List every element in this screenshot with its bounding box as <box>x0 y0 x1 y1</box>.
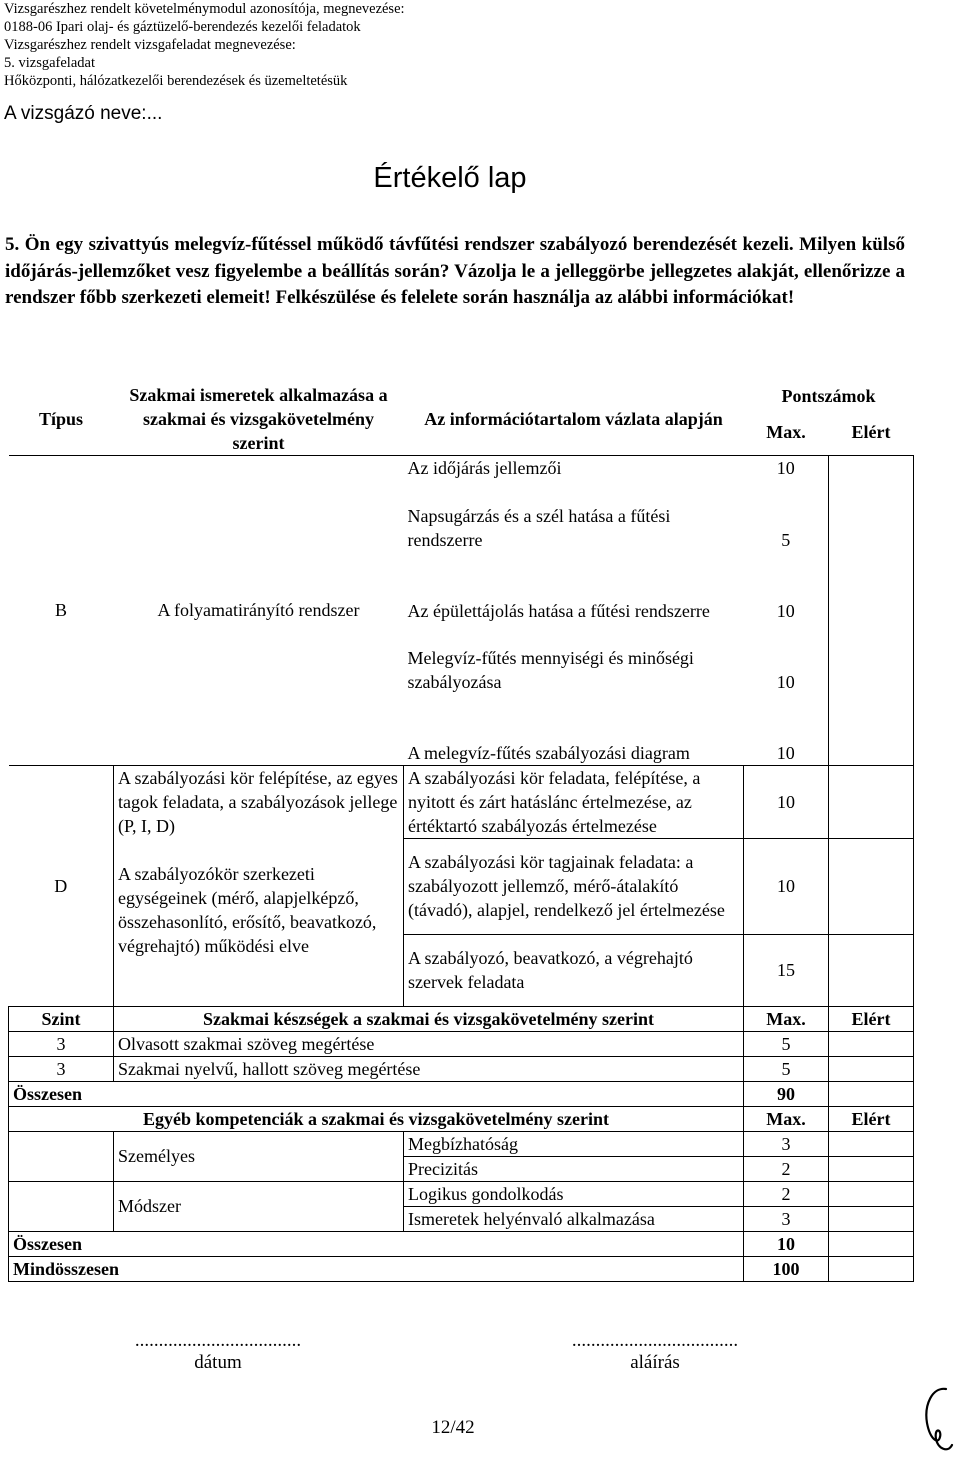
info-item: Az épülettájolás hatása a fűtési rendszerre <box>407 601 710 621</box>
max-points: 10 <box>776 672 795 692</box>
info-item: Melegvíz-fűtés mennyiségi és minőségi szabályozása <box>407 648 694 692</box>
header-line: Hőközponti, hálózatkezelői berendezések és üzemeltetésük <box>4 73 348 89</box>
achieved-cell[interactable] <box>829 1231 914 1256</box>
handwritten-signature-mark <box>918 1383 956 1459</box>
type-b: B <box>9 456 114 766</box>
competency-group-personal: Személyes <box>114 1131 404 1181</box>
achieved-cell[interactable] <box>829 838 914 934</box>
competency-item: Megbízhatóság <box>404 1131 744 1156</box>
max-points: 15 <box>744 934 829 1006</box>
achieved-cell[interactable] <box>829 1206 914 1231</box>
col-header-max: Max. <box>766 422 806 443</box>
achieved-cell[interactable] <box>829 456 914 766</box>
achieved-cell[interactable] <box>829 1256 914 1281</box>
grand-total-max: 100 <box>744 1256 829 1281</box>
max-points: 10 <box>776 601 795 621</box>
achieved-cell[interactable] <box>829 1156 914 1181</box>
skills-header-title: Szakmai készségek a szakmai és vizsgakövetelmény szerint <box>114 1006 744 1031</box>
subtotal-max: 10 <box>744 1231 829 1256</box>
achieved-cell[interactable] <box>829 1081 914 1106</box>
max-points: 5 <box>781 530 791 550</box>
competencies-header: Egyéb kompetenciák a szakmai és vizsgakövetelmény szerint <box>9 1106 744 1131</box>
competency-group-cell <box>9 1131 114 1181</box>
col-header-type: Típus <box>38 409 84 429</box>
header-line: Vizsgarészhez rendelt követelménymodul azonosítója, megnevezése: <box>4 1 405 17</box>
info-item: A szabályozási kör tagjainak feladata: a szabályozott jellemző, mérő-átalakító (távadó), alapjel, rendelkező jel értelmezése <box>404 838 744 934</box>
skill-level: 3 <box>9 1031 114 1056</box>
max-points: 5 <box>744 1056 829 1081</box>
max-points: 10 <box>744 765 829 838</box>
col-header-points: Pontszámok <box>781 386 876 407</box>
skill-text: Olvasott szakmai szöveg megértése <box>114 1031 744 1056</box>
candidate-name-line: A vizsgázó neve:... <box>4 103 163 124</box>
achieved-cell[interactable] <box>829 1031 914 1056</box>
skill-text: Szakmai nyelvű, hallott szöveg megértése <box>114 1056 744 1081</box>
achieved-cell[interactable] <box>829 1181 914 1206</box>
competency-group-method: Módszer <box>114 1181 404 1231</box>
header-line: Vizsgarészhez rendelt vizsgafeladat megnevezése: <box>4 37 296 53</box>
competency-item: Ismeretek helyénvaló alkalmazása <box>404 1206 744 1231</box>
skill-level: 3 <box>9 1056 114 1081</box>
info-item: Az időjárás jellemzői <box>404 456 744 481</box>
max-points: 5 <box>744 1031 829 1056</box>
header-line: 0188-06 Ipari olaj- és gáztüzelő-berendezés kezelői feladatok <box>4 19 361 35</box>
achieved-cell[interactable] <box>829 765 914 838</box>
col-header-achieved: Elért <box>829 1006 914 1031</box>
max-points: 10 <box>744 838 829 934</box>
max-points: 10 <box>744 456 829 481</box>
page-number: 12/42 <box>431 1417 475 1438</box>
topic-d-part: A szabályozókör szerkezeti egységeinek (mérő, alapjelképző, összehasonlító, erősítő, beavatkozó, végrehajtó) működési elve <box>118 863 377 956</box>
topic-b: A folyamatirányító rendszer <box>114 456 404 766</box>
competency-group-cell <box>9 1181 114 1231</box>
type-d: D <box>9 765 114 1006</box>
col-header-max: Max. <box>744 1006 829 1031</box>
evaluation-table <box>8 383 914 1282</box>
document-header <box>4 0 405 90</box>
competency-item: Logikus gondolkodás <box>404 1181 744 1206</box>
date-dots: ................................... <box>134 1330 302 1351</box>
max-points: 2 <box>744 1181 829 1206</box>
achieved-cell[interactable] <box>829 934 914 1006</box>
skills-header-level: Szint <box>9 1006 114 1031</box>
col-header-max: Max. <box>744 1106 829 1131</box>
achieved-cell[interactable] <box>829 1056 914 1081</box>
signature-label: aláírás <box>630 1352 680 1373</box>
info-item: A melegvíz-fűtés szabályozási diagram <box>407 742 690 763</box>
col-header-info: Az információtartalom vázlata alapján <box>424 409 723 429</box>
achieved-cell[interactable] <box>829 1131 914 1156</box>
topic-d <box>114 765 404 1006</box>
signature-dots: ................................... <box>571 1330 739 1351</box>
signature-field <box>525 1330 785 1374</box>
col-header-achieved: Elért <box>829 1106 914 1131</box>
info-item: A szabályozó, beavatkozó, a végrehajtó szervek feladata <box>404 934 744 1006</box>
col-header-achieved: Elért <box>851 422 891 443</box>
header-line: 5. vizsgafeladat <box>4 55 95 71</box>
date-field <box>88 1330 348 1374</box>
page-title: Értékelő lap <box>373 162 527 194</box>
col-header-knowledge: Szakmai ismeretek alkalmazása a szakmai és vizsgakövetelmény szerint <box>129 385 388 453</box>
max-points: 3 <box>744 1206 829 1231</box>
date-label: dátum <box>194 1352 242 1373</box>
subtotal-label: Összesen <box>9 1081 744 1106</box>
subtotal-label: Összesen <box>9 1231 744 1256</box>
topic-d-part: A szabályozási kör felépítése, az egyes tagok feladata, a szabályozások jellege (P, I, D) <box>118 767 398 836</box>
grand-total-label: Mindösszesen <box>9 1256 744 1281</box>
task-description: 5. Ön egy szivattyús melegvíz-fűtéssel működő távfűtési rendszer szabályozó berendezését kezeli. Milyen külső időjárás-jellemzőket vesz figyelembe a beállítás során? Vázolja le a jelleggörbe jellegzetes alakját, ellenőrizze a rendszer főbb szerkezeti elemeit! Felkészülése és felelete során használja az alábbi információkat! <box>5 234 905 308</box>
max-points: 10 <box>776 742 795 763</box>
competency-item: Precizitás <box>404 1156 744 1181</box>
info-item: Napsugárzás és a szél hatása a fűtési rendszerre <box>407 506 671 550</box>
max-points: 2 <box>744 1156 829 1181</box>
max-points: 3 <box>744 1131 829 1156</box>
subtotal-max: 90 <box>744 1081 829 1106</box>
info-item: A szabályozási kör feladata, felépítése, a nyitott és zárt hatáslánc értelmezése, az értéktartó szabályozás értelmezése <box>404 765 744 838</box>
